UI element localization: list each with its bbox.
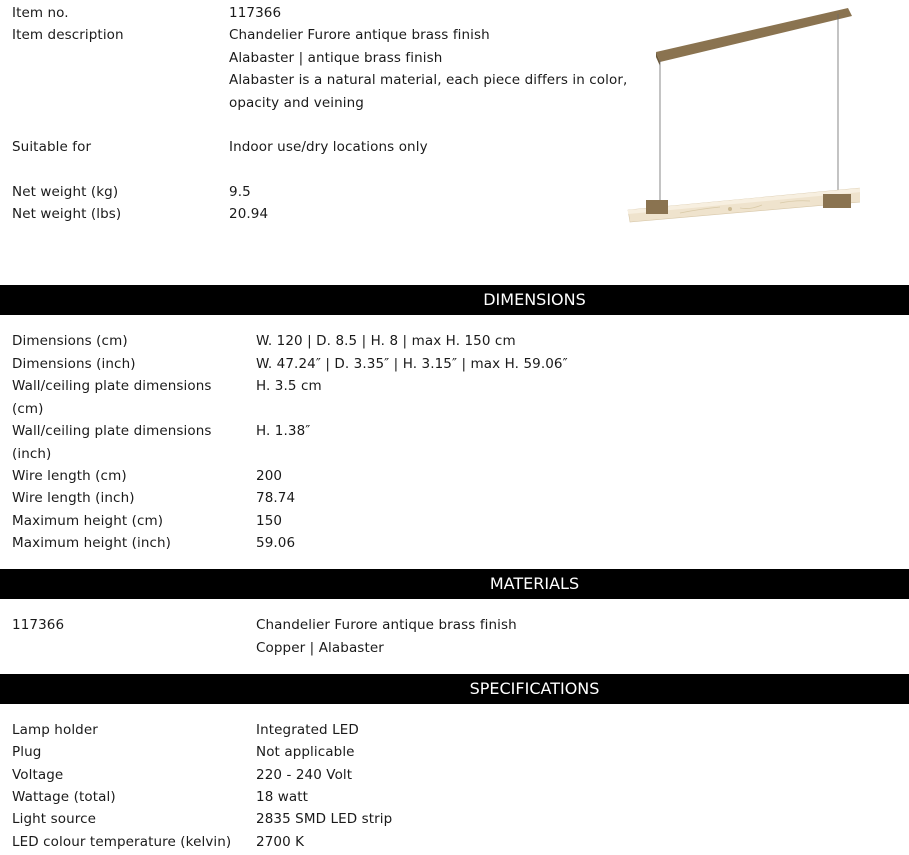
dimension-value: W. 120 | D. 8.5 | H. 8 | max H. 150 cm	[256, 333, 516, 349]
net-weight-lbs-value: 20.94	[229, 206, 269, 222]
dimensions-heading: DIMENSIONS	[483, 290, 586, 309]
spec-value: Integrated LED	[256, 722, 359, 738]
chandelier-product-image	[620, 0, 860, 235]
material-line: Chandelier Furore antique brass finish	[256, 617, 517, 633]
dimension-value: H. 1.38″	[256, 423, 311, 439]
dimension-value: 59.06	[256, 535, 296, 551]
item-description-line: opacity and veining	[229, 95, 364, 111]
dimension-label: (inch)	[12, 446, 52, 462]
dimension-value: W. 47.24″ | D. 3.35″ | H. 3.15″ | max H. 59.06″	[256, 356, 568, 372]
dimension-label: Wire length (cm)	[12, 468, 127, 484]
item-no-value: 117366	[229, 5, 282, 21]
spec-value: 220 - 240 Volt	[256, 767, 353, 783]
spec-value: Not applicable	[256, 744, 355, 760]
specifications-heading: SPECIFICATIONS	[469, 679, 600, 698]
suitable-for-label: Suitable for	[12, 139, 92, 155]
material-item-label: 117366	[12, 617, 65, 633]
spec-label: Voltage	[12, 767, 64, 783]
dimension-label: Wall/ceiling plate dimensions	[12, 423, 212, 439]
net-weight-kg-label: Net weight (kg)	[12, 184, 119, 200]
spec-value: 2835 SMD LED strip	[256, 811, 393, 827]
spec-label: Lamp holder	[12, 722, 98, 738]
spec-value: 18 watt	[256, 789, 309, 805]
suitable-for-value: Indoor use/dry locations only	[229, 139, 428, 155]
materials-heading: MATERIALS	[489, 574, 580, 593]
item-description-label: Item description	[12, 27, 124, 43]
dimension-value: H. 3.5 cm	[256, 378, 322, 394]
spec-label: Light source	[12, 811, 97, 827]
brass-clamp-left	[646, 200, 668, 214]
dimension-label: Maximum height (inch)	[12, 535, 172, 551]
spec-label: Plug	[12, 744, 42, 760]
net-weight-kg-value: 9.5	[229, 184, 251, 200]
dimension-label: Maximum height (cm)	[12, 513, 164, 529]
ceiling-plate	[656, 8, 852, 62]
net-weight-lbs-label: Net weight (lbs)	[12, 206, 122, 222]
dimension-label: (cm)	[12, 401, 44, 417]
spec-value: 2700 K	[256, 834, 305, 850]
item-description-line: Chandelier Furore antique brass finish	[229, 27, 490, 43]
item-no-label: Item no.	[12, 5, 69, 21]
spec-label: Wattage (total)	[12, 789, 116, 805]
dimension-value: 200	[256, 468, 283, 484]
materials-header	[0, 569, 909, 599]
dimension-value: 78.74	[256, 490, 296, 506]
specifications-header	[0, 674, 909, 704]
dimension-label: Wire length (inch)	[12, 490, 135, 506]
dimension-label: Dimensions (cm)	[12, 333, 128, 349]
item-description-line: Alabaster is a natural material, each piece differs in color,	[229, 72, 628, 88]
dimensions-header	[0, 285, 909, 315]
spec-label: LED colour temperature (kelvin)	[12, 834, 232, 850]
item-description-line: Alabaster | antique brass finish	[229, 50, 443, 66]
dimension-label: Dimensions (inch)	[12, 356, 136, 372]
dimension-value: 150	[256, 513, 283, 529]
brass-clamp-right	[823, 194, 851, 208]
material-line: Copper | Alabaster	[256, 640, 384, 656]
dimension-label: Wall/ceiling plate dimensions	[12, 378, 212, 394]
